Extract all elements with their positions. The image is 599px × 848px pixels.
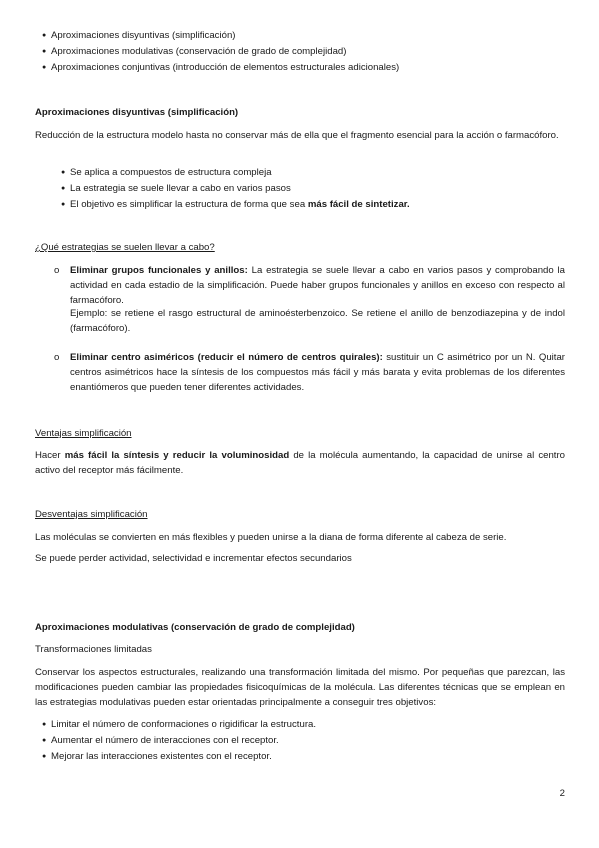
section-heading-modulativas: Aproximaciones modulativas (conservación de grado de complejidad) [35, 622, 355, 633]
modulativas-intro: Conservar los aspectos estructurales, realizando una transformación limitada del mismo. Por pequeñas que parezcan, las modificaciones pueden cambiar las propiedades fisicoquímicas de la molécula. Las diferentes técnicas que se emplean en las estrategias modulativas pueden estar orientadas principalmente a conseguir tres objetivos: [35, 667, 565, 708]
modulativas-bullet: ● Limitar el número de conformaciones o rigidificar la estructura. [51, 717, 551, 733]
ventajas-text-post: de la molécula aumentando, la capacidad de unirse al centro activo del receptor más fácilmente. [35, 450, 566, 476]
estrategia-item [54, 350, 565, 395]
estrategia-item-text: La estrategia se suele llevar a cabo en varios pasos y comprobando la actividad en cada estadio de la simplificación. Puede haber grupos funcionales y anillos en exceso con respecto al farmacóforo. [70, 265, 565, 306]
page-number: 2 [559, 788, 565, 799]
estrategia-item-title: Eliminar grupos funcionales y anillos: [70, 265, 248, 276]
disyuntivas-bullet: ● Se aplica a compuestos de estructura compleja [70, 165, 550, 181]
modulativas-bullet: ● Mejorar las interacciones existentes con el receptor. [51, 749, 551, 765]
estrategia-example: Ejemplo: se retiene el rasgo estructural de aminoésterbenzoico. Se retiene el anillo de benzodiazepina y de indol (farmacóforo). [70, 308, 565, 334]
bullet-marker: o [54, 265, 60, 276]
intro-list-item: ● Aproximaciones modulativas (conservación de grado de complejidad) [51, 44, 551, 60]
intro-list-item: ● Aproximaciones disyuntivas (simplificación) [51, 28, 551, 44]
ventajas-text-pre: Hacer [35, 450, 65, 461]
bullet-bold-text: más fácil de sintetizar. [307, 199, 410, 210]
desventajas-text: Se puede perder actividad, selectividad e incrementar efectos secundarios [35, 553, 352, 564]
estrategia-item-title: Eliminar centro asiméricos (reducir el número de centros quirales): [70, 352, 383, 363]
intro-list-item: ● Aproximaciones conjuntivas (introducción de elementos estructurales adicionales) [51, 60, 551, 76]
disyuntivas-intro: Reducción de la estructura modelo hasta no conservar más de ella que el fragmento esencial para la acción o farmacóforo. [35, 130, 559, 141]
estrategia-item [54, 263, 565, 308]
ventajas-text [35, 448, 565, 478]
section-heading-ventajas: Ventajas simplificación [35, 428, 132, 439]
section-heading-desventajas: Desventajas simplificación [35, 509, 148, 520]
section-heading-estrategias: ¿Qué estrategias se suelen llevar a cabo? [35, 242, 215, 253]
disyuntivas-bullet: ● La estrategia se suele llevar a cabo en varios pasos [70, 181, 550, 197]
bullet-marker: o [54, 352, 60, 363]
section-heading-disyuntivas: Aproximaciones disyuntivas (simplificación) [35, 107, 239, 118]
ventajas-text-bold: más fácil la síntesis y reducir la voluminosidad [64, 450, 290, 461]
modulativas-bullet: ● Aumentar el número de interacciones con el receptor. [51, 733, 551, 749]
bullet-text: El objetivo es simplificar la estructura de forma que sea [70, 199, 308, 210]
desventajas-text: Las moléculas se convierten en más flexibles y pueden unirse a la diana de forma diferente al cabeza de serie. [35, 532, 507, 543]
disyuntivas-bullet [70, 197, 550, 213]
estrategia-item-text: sustituir un C asimétrico por un N. Quitar centros asimétricos hace la síntesis de los compuestos más fácil y más barata y evita problemas de los diferentes enantiómeros que pueden tener diferentes actividades. [70, 352, 565, 393]
modulativas-subheading: Transformaciones limitadas [35, 644, 152, 655]
